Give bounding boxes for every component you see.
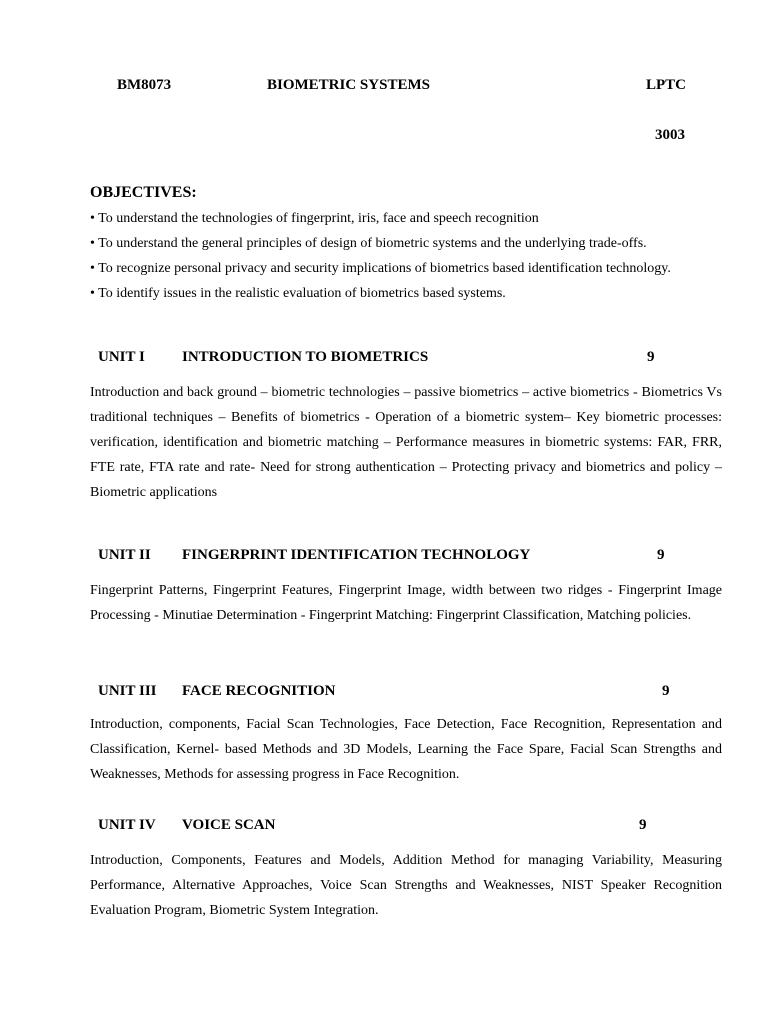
- unit-content: Fingerprint Patterns, Fingerprint Features, Fingerprint Image, width between two ridges - Fingerprint Image Processing - Minutiae Determination - Fingerprint Matching: Fingerprint Classification, Matching policies.: [90, 583, 722, 623]
- unit-content: Introduction and back ground – biometric technologies – passive biometrics – active biometrics - Biometrics Vs traditional techniques – Benefits of biometrics - Operation of a biometric system– Key biometric processes: verification, identification and biometric matching – Performance measures in biometric systems: FAR, FRR, FTE rate, FTA rate and rate- Need for strong authentication – Protecting privacy and biometrics and policy – Biometric applications: [90, 385, 722, 500]
- unit-label: UNIT II: [98, 547, 151, 563]
- objective-item: • To recognize personal privacy and security implications of biometrics based identification technology.: [90, 261, 671, 276]
- lptc-value: 3003: [655, 127, 685, 143]
- lptc-label: LPTC: [646, 77, 687, 93]
- unit-title: FACE RECOGNITION: [182, 683, 336, 699]
- unit-title: FINGERPRINT IDENTIFICATION TECHNOLOGY: [182, 547, 531, 563]
- unit-label: UNIT I: [98, 349, 145, 365]
- objectives-title: OBJECTIVES:: [90, 184, 197, 201]
- objective-item: • To understand the general principles of design of biometric systems and the underlying trade-offs.: [90, 236, 647, 251]
- unit-hours: 9: [647, 349, 655, 365]
- course-code: BM8073: [117, 77, 172, 93]
- unit-label: UNIT III: [98, 683, 157, 699]
- unit-hours: 9: [662, 683, 670, 699]
- unit-hours: 9: [657, 547, 665, 563]
- unit-content: Introduction, components, Facial Scan Technologies, Face Detection, Face Recognition, Representation and Classification, Kernel- based Methods and 3D Models, Learning the Face Spare, Facial Scan Strengths and Weaknesses, Methods for assessing progress in Face Recognition.: [90, 717, 722, 782]
- unit-content: Introduction, Components, Features and Models, Addition Method for managing Variability, Measuring Performance, Alternative Approaches, Voice Scan Strengths and Weaknesses, NIST Speaker Recognition Evaluation Program, Biometric System Integration.: [90, 853, 722, 918]
- objective-item: • To understand the technologies of fingerprint, iris, face and speech recognition: [90, 211, 539, 226]
- objective-item: • To identify issues in the realistic evaluation of biometrics based systems.: [90, 286, 506, 301]
- unit-hours: 9: [639, 817, 647, 833]
- unit-title: INTRODUCTION TO BIOMETRICS: [182, 349, 429, 365]
- unit-title: VOICE SCAN: [182, 817, 276, 833]
- course-title: BIOMETRIC SYSTEMS: [267, 77, 430, 93]
- unit-label: UNIT IV: [98, 817, 156, 833]
